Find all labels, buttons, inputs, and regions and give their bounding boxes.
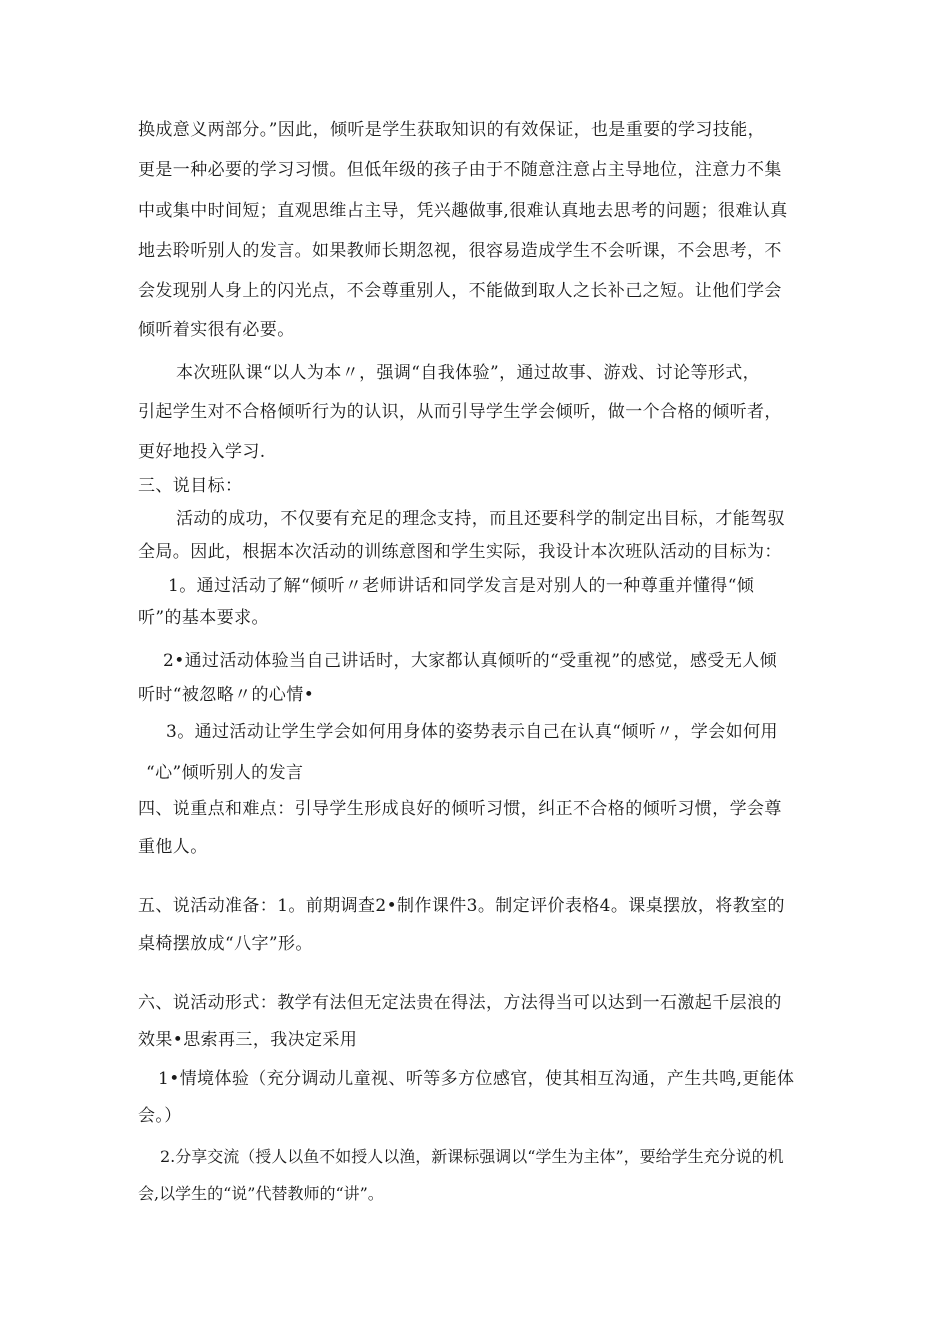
section-heading-3: 三、说目标： [138, 476, 243, 496]
text-line-1: 换成意义两部分。”因此，倾听是学生获取知识的有效保证，也是重要的学习技能， [138, 120, 765, 140]
text-line-12: 全局。因此，根据本次活动的训练意图和学生实际，我设计本次班队活动的目标为： [138, 542, 782, 562]
text-line-5: 会发现别人身上的闪光点，不会尊重别人，不能做到取人之长补己之短。让他们学会 [138, 281, 782, 301]
text-line-4: 地去聆听别人的发言。如果教师长期忽视，很容易造成学生不会听课，不会思考，不 [138, 241, 782, 261]
text-line-24: 效果•思索再三，我决定采用 [138, 1030, 358, 1050]
text-line-6: 倾听着实很有必要。 [138, 320, 295, 340]
text-line-20: 重他人。 [138, 837, 208, 857]
text-line-3: 中或集中时间短；直观思维占主导，凭兴趣做事,很难认真地去思考的问题；很难认真 [138, 201, 788, 221]
text-line-8: 引起学生对不合格倾听行为的认识，从而引导学生学会倾听，做一个合格的倾听者， [138, 402, 782, 422]
section-heading-4: 四、说重点和难点：引导学生形成良好的倾听习惯，纠正不合格的倾听习惯，学会尊 [138, 799, 782, 819]
text-line-9: 更好地投入学习. [138, 442, 266, 462]
form-item-2-line-1: 2.分享交流（授人以鱼不如授人以渔，新课标强调以“学生为主体”，要给学生充分说的机 [160, 1147, 784, 1166]
list-item-1-line-2: 听”的基本要求。 [138, 608, 269, 628]
form-item-1-line-2: 会。） [138, 1106, 182, 1126]
form-item-1-line-1: 1•情境体验（充分调动儿童视、听等多方位感官，使其相互沟通，产生共鸣,更能体 [158, 1069, 795, 1089]
list-item-3-line-2: “心”倾听别人的发言 [146, 763, 304, 783]
list-item-2-line-2: 听时“被忽略〃的心情• [138, 685, 315, 705]
list-item-3-line-1: 3。通过活动让学生学会如何用身体的姿势表示自己在认真“倾听〃，学会如何用 [166, 722, 778, 742]
text-line-7: 本次班队课“以人为本〃，强调“自我体验”，通过故事、游戏、讨论等形式， [176, 363, 761, 383]
text-line-11: 活动的成功，不仅要有充足的理念支持，而且还要科学的制定出目标，才能驾驭 [176, 509, 785, 529]
section-heading-6: 六、说活动形式：教学有法但无定法贵在得法，方法得当可以达到一石激起千层浪的 [138, 993, 782, 1013]
text-line-2: 更是一种必要的学习习惯。但低年级的孩子由于不随意注意占主导地位，注意力不集 [138, 160, 782, 180]
list-item-1-line-1: 1。通过活动了解“倾听〃老师讲话和同学发言是对别人的一种尊重并懂得“倾 [168, 576, 755, 596]
text-line-22: 桌椅摆放成“八字”形。 [138, 934, 313, 954]
form-item-2-line-2: 会,以学生的“说”代替教师的“讲”。 [138, 1184, 384, 1203]
list-item-2-line-1: 2•通过活动体验当自己讲话时，大家都认真倾听的“受重视”的感觉，感受无人倾 [163, 651, 778, 671]
section-heading-5: 五、说活动准备：1。前期调查2•制作课件3。制定评价表格4。课桌摆放，将教室的 [138, 896, 785, 916]
